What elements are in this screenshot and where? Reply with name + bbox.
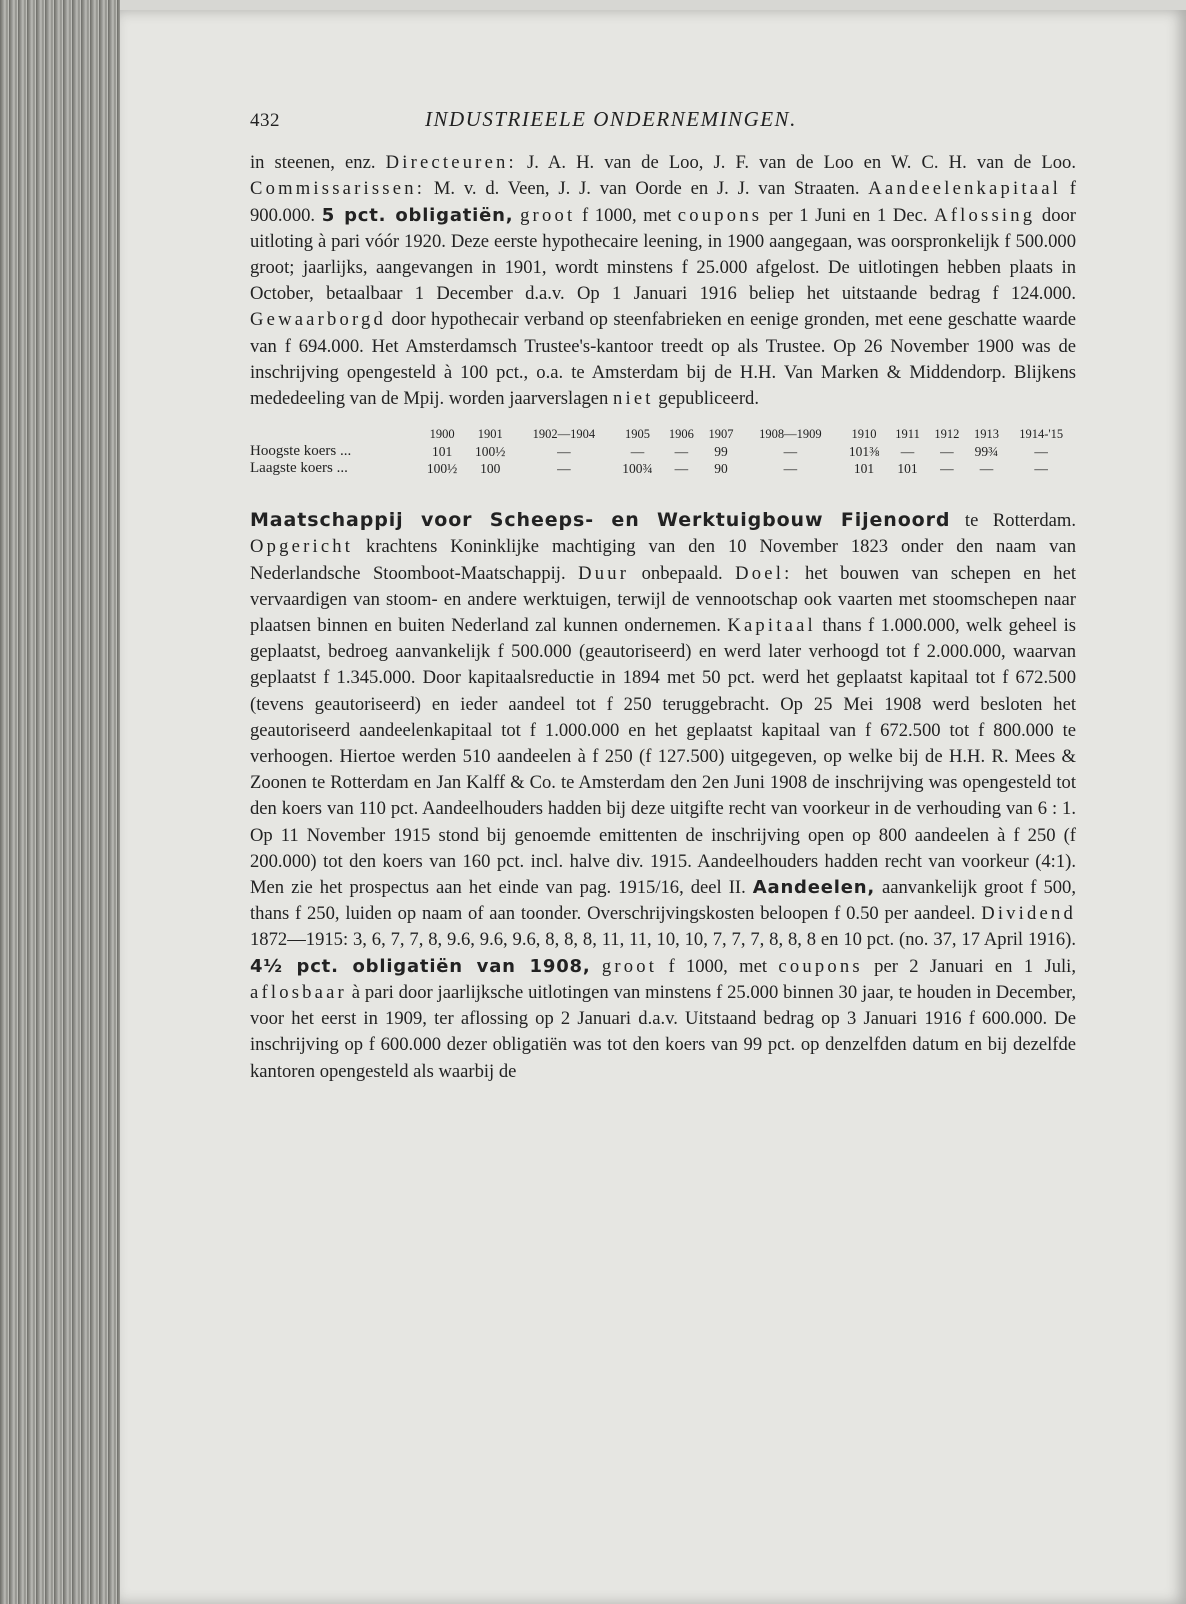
label-directeuren: Directeuren: [385,152,517,174]
text: f 900.000. [250,178,1076,226]
text: krachtens Koninklijke machtiging van den 10 November 1823 onder den naam van Nederlandsche Stoomboot-Maatschappij. [250,536,1076,584]
table-cell: — [557,461,571,477]
label-groot: groot [520,204,576,226]
label-coupons: coupons [778,955,863,977]
table-cell: 100¾ [622,461,653,477]
table-cell: 99¾ [974,444,999,460]
label-aflosbaar: aflosbaar [250,981,347,1003]
table-cell: — [630,444,645,460]
table-row-hoogste-koers [250,443,1076,460]
year-header: 1910 [851,427,877,442]
year-header: 1914-'15 [1019,427,1064,442]
year-header: 1900 [429,427,455,442]
table-cell: — [900,444,915,460]
year-header: 1912 [934,427,960,442]
year-header: 1902—1904 [532,427,596,442]
text: het bouwen van schepen en het vervaardigen van stoom- en andere werktuigen, terwijl de vennootschap ook vaarten met stoomschepen naar plaatsen binnen en buiten Nederland zal kunnen ondernemen. [250,562,1076,637]
text [590,956,601,977]
text: gepubliceerd. [653,388,759,410]
koers-table-header-row [250,426,1076,443]
table-cell: 100½ [426,461,458,477]
table-cell: — [783,461,798,477]
year-header: 1908—1909 [759,427,822,442]
table-cell: — [979,461,994,477]
table-cell: — [557,444,571,460]
heading-obligatien: 5 pct. obligatiën, [321,204,514,226]
running-title: INDUSTRIEELE ONDERNEMINGEN. [425,107,797,131]
table-cell: 101 [853,461,875,477]
row-label: Hoogste koers ... [250,443,352,460]
text: f 1000, met [657,955,779,977]
label-commissarissen: Commissarissen: [250,178,426,200]
year-header: 1911 [895,427,920,442]
page-number: 432 [250,110,280,131]
text: per 1 Juni en 1 Dec. [762,204,935,226]
table-cell: — [783,444,798,460]
text: te Rotterdam. [950,510,1077,532]
heading-obligatien-1908: 4½ pct. obligatiën van 1908, [250,955,591,977]
koers-table [250,426,1076,477]
table-cell: — [1034,461,1048,477]
page-content [250,106,1076,1085]
table-cell: — [674,461,689,477]
text: per 2 Januari en 1 Juli, [862,955,1076,977]
label-groot: groot [601,955,658,977]
page-header [250,106,1076,134]
table-cell: — [1034,444,1048,460]
table-cell: — [940,444,954,460]
year-header: 1906 [668,427,694,442]
table-cell: 99 [714,444,728,460]
table-corner [250,426,418,443]
text: J. A. H. van de Loo, J. F. van de Loo en W. C. H. van de Loo. [516,152,1076,174]
label-dividend: Dividend [981,903,1076,925]
label-duur: Duur [578,562,630,584]
text: door uitloting à pari vóór 1920. Deze eerste hypothecaire leening, in 1900 aangegaan, was oorspronkelijk f 500.000 groot; jaarlijks, aangevangen in 1901, wordt minstens f 25.000 afgelost. De uitlotingen hebben plaats in October, betaalbaar 1 December d.a.v. Op 1 Januari 1916 beliep het uitstaande bedrag f 124.000. [250,204,1076,305]
table-cell: — [940,461,954,477]
table-cell: — [674,444,689,460]
company-name-heading: Maatschappij voor Scheeps- en Werktuigbouw Fijenoord [250,509,951,532]
text: thans f 1.000.000, welk geheel is geplaatst, bedroeg aanvankelijk f 500.000 (geautoriseerd) en werd later verhoogd tot f 2.000.000, waarvan geplaatst f 1.345.000. Door kapitaalsreductie in 1894 met 50 pct. werd het geplaatst kapitaal tot f 672.500 (tevens geautoriseerd) en ieder aandeel tot f 250 teruggebracht. Op 25 Mei 1908 werd besloten het geautoriseerd aandeelenkapitaal tot f 1.000.000 en het geplaatst kapitaal van f 672.500 tot f 800.000 te verhoogen. Hiertoe werden 510 aandeelen à f 250 (f 127.500) uitgegeven, op welke bij de H.H. R. Mees & Zoonen te Rotterdam en Jan Kalff & Co. te Amsterdam den 2en Juni 1908 de inschrijving was opengesteld tot den koers van 110 pct. Aandeelhouders hadden bij deze uitgifte recht van voorkeur in de verhouding van 6 : 1. Op 11 November 1915 stond bij genoemde emittenten de inschrijving open op 800 aandeelen à f 250 (f 200.000) tot den koers van 160 pct. incl. halve div. 1915. Aandeelhouders hadden recht van voorkeur (4:1). Men zie het prospectus aan het einde van pag. 1915/16, deel II. [250,615,1076,899]
paragraph-previous-company [250,150,1076,412]
label-coupons: coupons [677,204,763,226]
label-kapitaal: Kapitaal [727,615,816,637]
book-page-edges [0,0,120,1604]
text: f 1000, met [575,204,678,226]
table-cell: 100 [480,461,501,477]
text: 1872—1915: 3, 6, 7, 7, 8, 9.6, 9.6, 9.6, 8, 8, 8, 11, 11, 10, 10, 7, 7, 7, 8, 8, 8 en 10 pct. (no. 37, 17 April 1916). [250,929,1076,951]
book-page [120,10,1186,1604]
text: aanvankelijk groot f 500, thans f 250, luiden op naam of aan toonder. Overschrijvingskosten beloopen f 0.50 per aandeel. [250,877,1076,925]
text: onbepaald. [629,562,736,584]
row-label: Laagste koers ... [250,460,348,477]
year-header: 1907 [708,427,734,442]
label-opgericht: Opgericht [250,536,354,558]
text: M. v. d. Veen, J. J. van Oorde en J. J. van Straaten. [425,178,869,200]
table-cell: 101 [897,461,918,477]
paragraph-fijenoord [250,507,1076,1084]
label-gewaarborgd: Gewaarborgd [250,309,387,331]
label-doel: Doel: [735,562,793,584]
table-cell: 101 [431,444,453,460]
label-niet: niet [612,388,654,410]
year-header: 1901 [477,427,503,442]
year-header: 1913 [973,427,999,442]
heading-aandeelen: Aandeelen, [752,877,875,899]
text: door hypothecair verband op steenfabrieken en eenige gronden, met eene geschatte waarde van f 694.000. Het Amsterdamsch Trustee's-kantoor treedt op als Trustee. Op 26 November 1900 was de inschrijving opengesteld à 100 pct., o.a. te Amsterdam bij de H.H. Van Marken & Middendorp. Blijkens mededeeling van de Mpij. worden jaarverslagen [250,309,1076,410]
table-cell: 90 [714,461,728,477]
text: in steenen, enz. [250,152,386,174]
label-aflossing: Aflossing [934,204,1036,226]
text: à pari door jaarlijksche uitlotingen van minstens f 25.000 binnen 30 jaar, te houden in December, voor het eerst in 1909, ter aflossing op 2 Januari d.a.v. Uitstaand bedrag op 3 Januari 1916 f 600.000. De inschrijving op f 600.000 dezer obligatiën was tot den koers van 99 pct. op denzelfden datum en bij dezelfde kantoren opengesteld als waarbij de [250,981,1076,1082]
table-cell: 101⅜ [848,444,880,460]
year-header: 1905 [624,427,650,442]
table-row-laagste-koers [250,460,1076,477]
label-aandeelenkapitaal: Aandeelenkapitaal [868,178,1062,200]
table-cell: 100½ [475,444,506,460]
